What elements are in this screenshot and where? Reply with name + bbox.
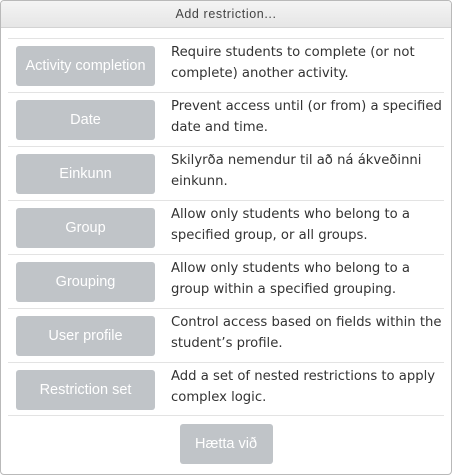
restriction-set-button[interactable]: Restriction set (16, 370, 155, 410)
grouping-description: Allow only students who belong to a group within a specified grouping. (171, 261, 411, 297)
grade-button[interactable]: Einkunn (16, 154, 155, 194)
dialog-title: Add restriction... (1, 1, 451, 28)
option-row-user-profile (8, 308, 444, 362)
option-row-grade (8, 146, 444, 200)
cancel-button[interactable]: Hætta við (180, 424, 273, 464)
activity-completion-description: Require students to complete (or not complete) another activity. (171, 45, 415, 81)
group-button[interactable]: Group (16, 208, 155, 248)
date-button[interactable]: Date (16, 100, 155, 140)
grouping-button[interactable]: Grouping (16, 262, 155, 302)
option-row-grouping (8, 254, 444, 308)
user-profile-description: Control access based on fields within the student’s profile. (171, 315, 442, 351)
option-row-group (8, 200, 444, 254)
restriction-set-description: Add a set of nested restrictions to apply complex logic. (171, 369, 436, 405)
option-row-restriction-set (8, 362, 444, 416)
option-row-activity-completion (8, 38, 444, 92)
user-profile-button[interactable]: User profile (16, 316, 155, 356)
dialog-footer (1, 416, 451, 464)
date-description: Prevent access until (or from) a specified date and time. (171, 99, 442, 135)
grade-description: Skilyrða nemendur til að ná ákveðinni einkunn. (171, 153, 422, 189)
activity-completion-button[interactable]: Activity completion (16, 46, 155, 86)
option-row-date (8, 92, 444, 146)
group-description: Allow only students who belong to a specified group, or all groups. (171, 207, 411, 243)
restriction-options-list (8, 38, 444, 416)
